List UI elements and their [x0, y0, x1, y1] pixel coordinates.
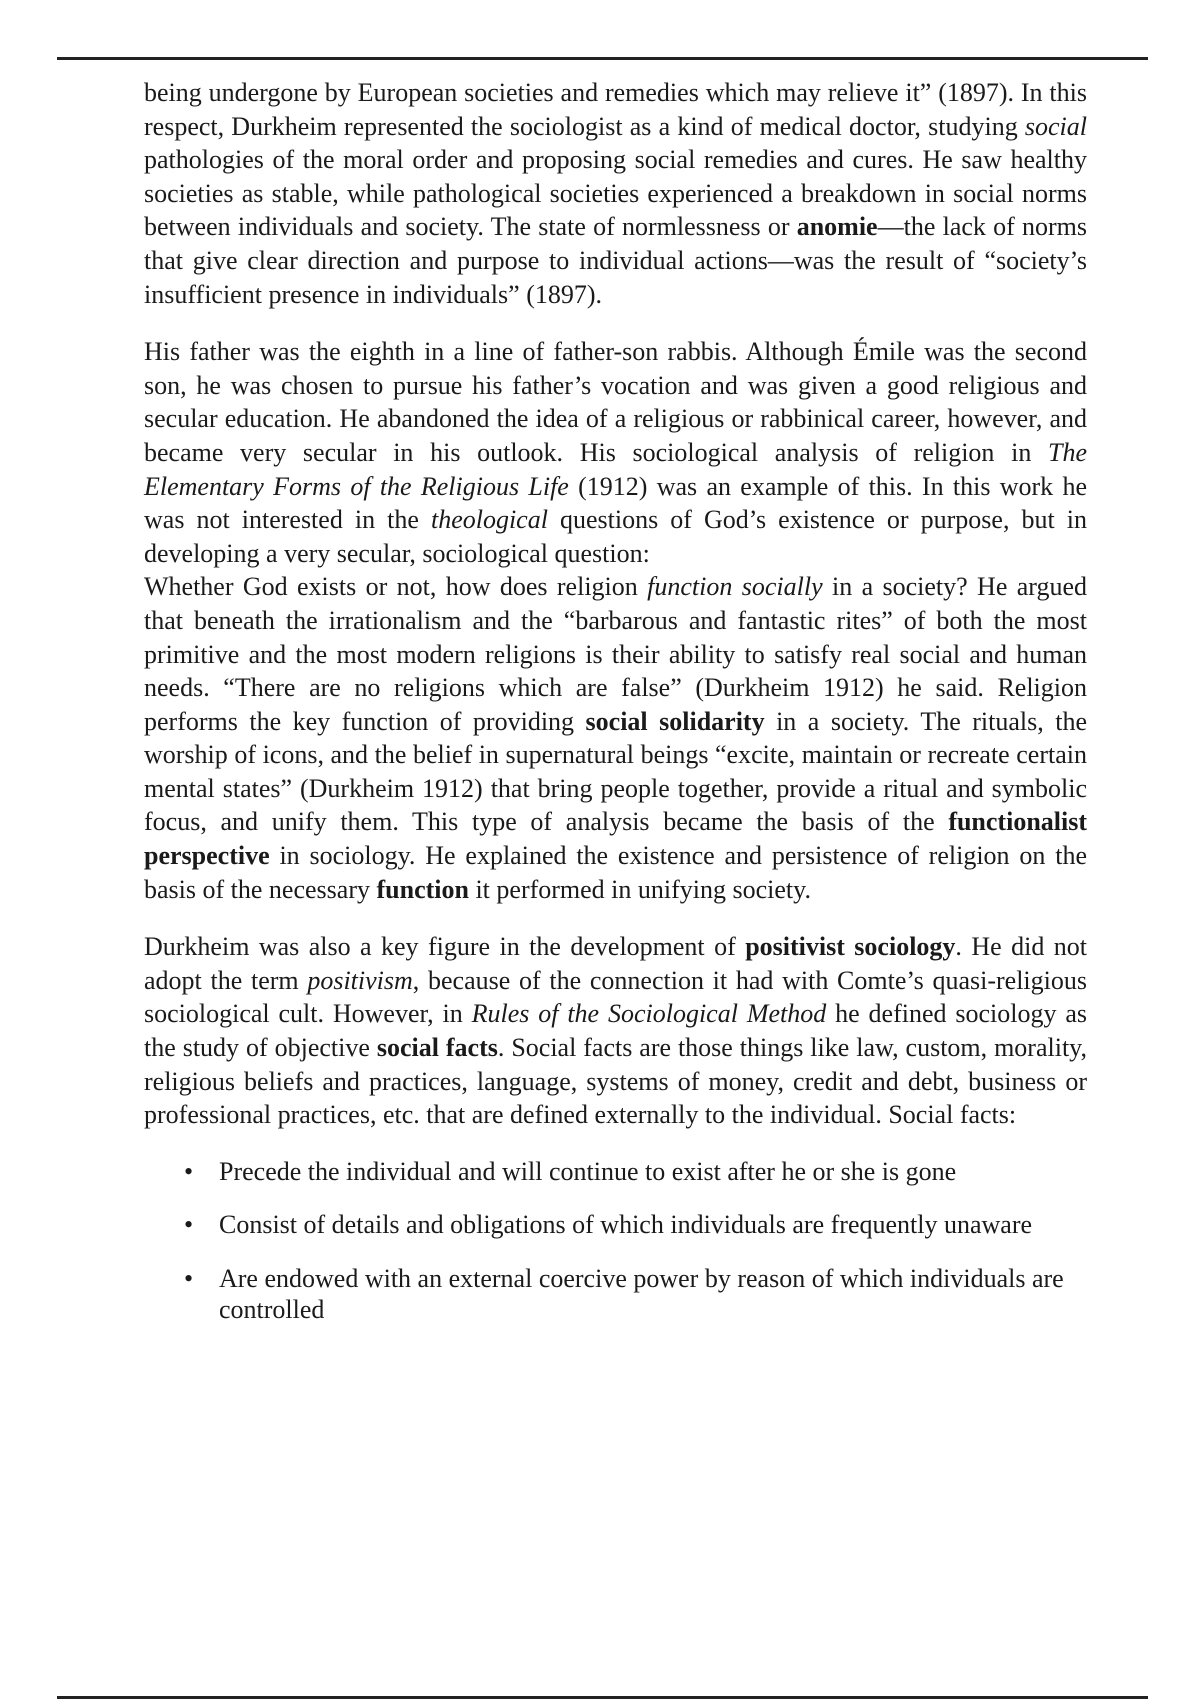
list-item: [144, 1209, 1087, 1241]
italic-term: Rules of the Sociological Method: [471, 999, 827, 1029]
text-run: , because of the connection it had with Comte’s quasi-religious sociological cult. However, in: [144, 965, 1087, 1029]
text-run: . He did not adopt the term: [144, 932, 1087, 995]
italic-term: theological: [430, 505, 548, 535]
bold-term: social solidarity: [585, 706, 765, 736]
text-run: Durkheim was also a key figure in the development of: [144, 932, 746, 962]
footer-rule: [57, 1696, 1148, 1699]
list-item: [144, 1156, 1087, 1188]
bullet-icon: •: [184, 1156, 194, 1186]
italic-term: social: [1024, 111, 1087, 141]
bold-term: social facts: [376, 1033, 498, 1063]
bold-term: functionalist perspective: [144, 807, 1087, 871]
paragraph: [144, 930, 1087, 1132]
text-run: . Social facts are those things like law, custom, morality, religious beliefs and practices, language, systems of money, credit and debt, business or professional practices, etc. that are defined externally to the individual. Social facts:: [144, 1033, 1087, 1130]
text-run: (1912) was an example of this. In this work he was not interested in the: [144, 471, 1087, 535]
text-run: in a society? He argued that beneath the irrationalism and the “barbarous and fantastic rites” of both the most primitive and the most modern religions is their ability to satisfy real social and human needs. “There are no religions which are false” (Durkheim 1912) he said. Religion performs the key function of providing: [144, 572, 1087, 736]
list-item: [144, 1263, 1087, 1326]
list-item-text: Precede the individual and will continue to exist after he or she is gone: [219, 1156, 957, 1186]
bullet-icon: •: [184, 1210, 194, 1240]
paragraphs: [144, 76, 1087, 1132]
header-rule: [57, 57, 1148, 60]
italic-term: The Elementary Forms of the Religious Life: [144, 437, 1087, 501]
text-run: it performed in unifying society.: [468, 874, 811, 904]
bold-term: positivist sociology: [745, 932, 956, 962]
text-run: he defined sociology as the study of objective: [144, 999, 1088, 1063]
text-run: being undergone by European societies and remedies which may relieve it” (1897). In this respect, Durkheim represented the sociologist as a kind of medical doctor, studying: [144, 78, 1087, 141]
bullet-icon: •: [184, 1263, 194, 1293]
text-run: pathologies of the moral order and proposing social remedies and cures. He saw healthy societies as stable, while pathological societies experienced a breakdown in social norms between individuals and society. The state of normlessness or: [144, 145, 1087, 242]
text-run: —the lack of norms that give clear direction and purpose to individual actions—was the result of “society’s insufficient presence in individuals” (1897).: [144, 212, 1087, 309]
text-run: in sociology. He explained the existence and persistence of religion on the basis of the necessary: [144, 841, 1087, 904]
text-run: His father was the eighth in a line of father-son rabbis. Although Émile was the second son, he was chosen to pursue his father’s vocation and was given a good religious and secular education. He abandoned the idea of a religious or rabbinical career, however, and became very secular in his outlook. His sociological analysis of religion in: [144, 337, 1087, 467]
paragraph: [144, 570, 1087, 906]
italic-term: positivism: [307, 965, 413, 995]
text-run: in a society. The rituals, the worship of icons, and the belief in supernatural beings “excite, maintain or recreate certain mental states” (Durkheim 1912) that bring people together, provide a ritual and symbolic focus, and unify them. This type of analysis became the basis of the: [144, 706, 1087, 837]
italic-term: function socially: [647, 572, 823, 602]
paragraph: [144, 76, 1087, 311]
bold-term: anomie: [796, 212, 878, 242]
list-item-text: Are endowed with an external coercive power by reason of which individuals are controlled: [219, 1263, 1064, 1325]
bold-term: function: [376, 874, 469, 904]
page-body: [144, 76, 1087, 1348]
text-run: Whether God exists or not, how does religion: [144, 572, 648, 602]
text-run: questions of God’s existence or purpose, but in developing a very secular, sociological question:: [144, 505, 1087, 568]
social-facts-list: [144, 1156, 1087, 1326]
list-item-text: Consist of details and obligations of which individuals are frequently unaware: [219, 1210, 1033, 1240]
paragraph: [144, 335, 1087, 570]
